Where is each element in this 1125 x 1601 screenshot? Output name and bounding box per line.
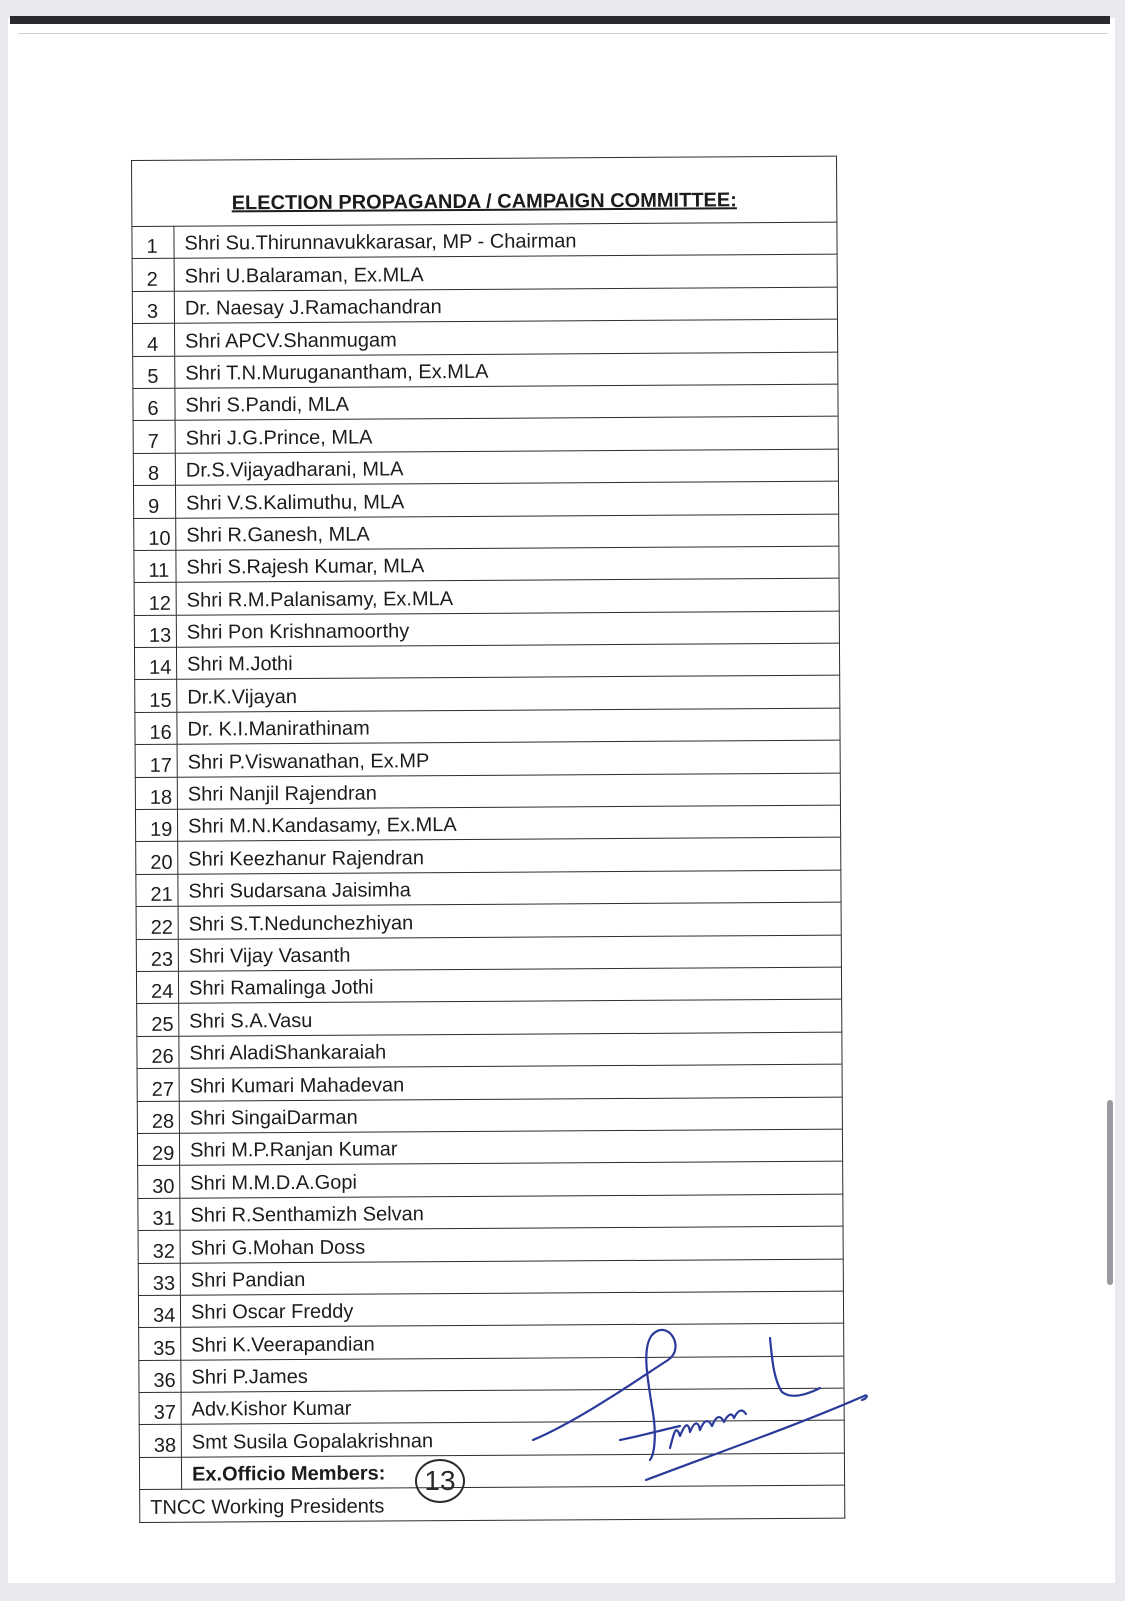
member-name: Shri G.Mohan Doss (180, 1226, 843, 1262)
member-name: Shri Nanjil Rajendran (177, 773, 840, 809)
member-name: Shri Su.Thirunnavukkarasar, MP - Chairman (174, 222, 837, 258)
ex-officio-label: Ex.Officio Members: (181, 1453, 844, 1489)
row-number: 33 (138, 1263, 180, 1296)
row-number: 34 (138, 1295, 180, 1328)
row-number: 3 (132, 291, 174, 324)
row-number: 8 (133, 453, 175, 486)
member-name: Shri S.A.Vasu (179, 1000, 842, 1036)
member-name: Dr.S.Vijayadharani, MLA (175, 449, 838, 485)
row-number: 23 (136, 939, 178, 972)
row-number: 31 (138, 1198, 180, 1231)
member-name: Shri V.S.Kalimuthu, MLA (175, 481, 838, 517)
row-number: 11 (134, 550, 176, 583)
member-name: Shri Vijay Vasanth (178, 935, 841, 971)
row-number: 13 (134, 615, 176, 648)
row-number: 20 (136, 842, 178, 875)
row-number: 22 (136, 906, 178, 939)
row-number: 17 (135, 744, 177, 777)
row-number: 15 (135, 680, 177, 713)
row-number: 37 (139, 1392, 181, 1425)
row-number: 16 (135, 712, 177, 745)
row-number: 21 (136, 874, 178, 907)
row-number: 19 (135, 809, 177, 842)
row-number: 5 (133, 356, 175, 389)
member-name: Shri Ramalinga Jothi (178, 967, 841, 1003)
member-name: Shri Oscar Freddy (180, 1291, 843, 1327)
member-name: Shri P.James (181, 1356, 844, 1392)
member-name: Dr.K.Vijayan (177, 676, 840, 712)
row-number: 7 (133, 421, 175, 454)
row-number: 24 (136, 971, 178, 1004)
page-number: 13 (415, 1459, 465, 1503)
member-name: Shri Sudarsana Jaisimha (178, 870, 841, 906)
row-number: 35 (139, 1327, 181, 1360)
member-name: Shri M.N.Kandasamy, Ex.MLA (177, 805, 840, 841)
row-number: 32 (138, 1230, 180, 1263)
member-name: Dr. Naesay J.Ramachandran (174, 287, 837, 323)
member-name: Shri K.Veerapandian (181, 1323, 844, 1359)
ex-officio-members: TNCC Working Presidents (140, 1485, 845, 1522)
row-number: 1 (132, 226, 174, 259)
row-number: 29 (137, 1133, 179, 1166)
member-name: Shri AladiShankaraiah (179, 1032, 842, 1068)
member-name: Shri S.T.Nedunchezhiyan (178, 902, 841, 938)
row-number: 2 (132, 259, 174, 292)
member-name: Shri S.Pandi, MLA (175, 384, 838, 420)
member-name: Shri Pon Krishnamoorthy (176, 611, 839, 647)
committee-heading: ELECTION PROPAGANDA / CAMPAIGN COMMITTEE: (132, 156, 837, 226)
member-name: Shri J.G.Prince, MLA (175, 417, 838, 453)
row-number: 18 (135, 777, 177, 810)
row-number: 12 (134, 583, 176, 616)
member-name: Shri S.Rajesh Kumar, MLA (176, 546, 839, 582)
member-name: Smt Susila Gopalakrishnan (181, 1421, 844, 1457)
row-number: 30 (138, 1166, 180, 1199)
row-number: 14 (134, 647, 176, 680)
member-name: Shri SingaiDarman (179, 1097, 842, 1133)
member-name: Shri M.Jothi (176, 643, 839, 679)
member-name: Shri R.Ganesh, MLA (176, 514, 839, 550)
member-name: Shri Kumari Mahadevan (179, 1064, 842, 1100)
row-number: 6 (133, 388, 175, 421)
member-name: Shri M.M.D.A.Gopi (180, 1161, 843, 1197)
member-name: Shri M.P.Ranjan Kumar (179, 1129, 842, 1165)
member-name: Shri P.Viswanathan, Ex.MP (177, 740, 840, 776)
row-number: 27 (137, 1068, 179, 1101)
member-name: Shri R.Senthamizh Selvan (180, 1194, 843, 1230)
member-name: Adv.Kishor Kumar (181, 1388, 844, 1424)
row-number: 10 (134, 518, 176, 551)
member-name: Dr. K.I.Manirathinam (177, 708, 840, 744)
row-number: 28 (137, 1101, 179, 1134)
member-name: Shri R.M.Palanisamy, Ex.MLA (176, 578, 839, 614)
member-name: Shri Keezhanur Rajendran (178, 838, 841, 874)
member-name: Shri Pandian (180, 1259, 843, 1295)
row-number: 36 (139, 1360, 181, 1393)
row-number: 26 (137, 1036, 179, 1069)
member-name: Shri U.Balaraman, Ex.MLA (174, 255, 837, 291)
member-name: Shri T.N.Muruganantham, Ex.MLA (175, 352, 838, 388)
row-number: 25 (137, 1004, 179, 1037)
row-number: 9 (133, 485, 175, 518)
member-name: Shri APCV.Shanmugam (174, 319, 837, 355)
row-number: 38 (139, 1425, 181, 1458)
row-number: 4 (132, 323, 174, 356)
